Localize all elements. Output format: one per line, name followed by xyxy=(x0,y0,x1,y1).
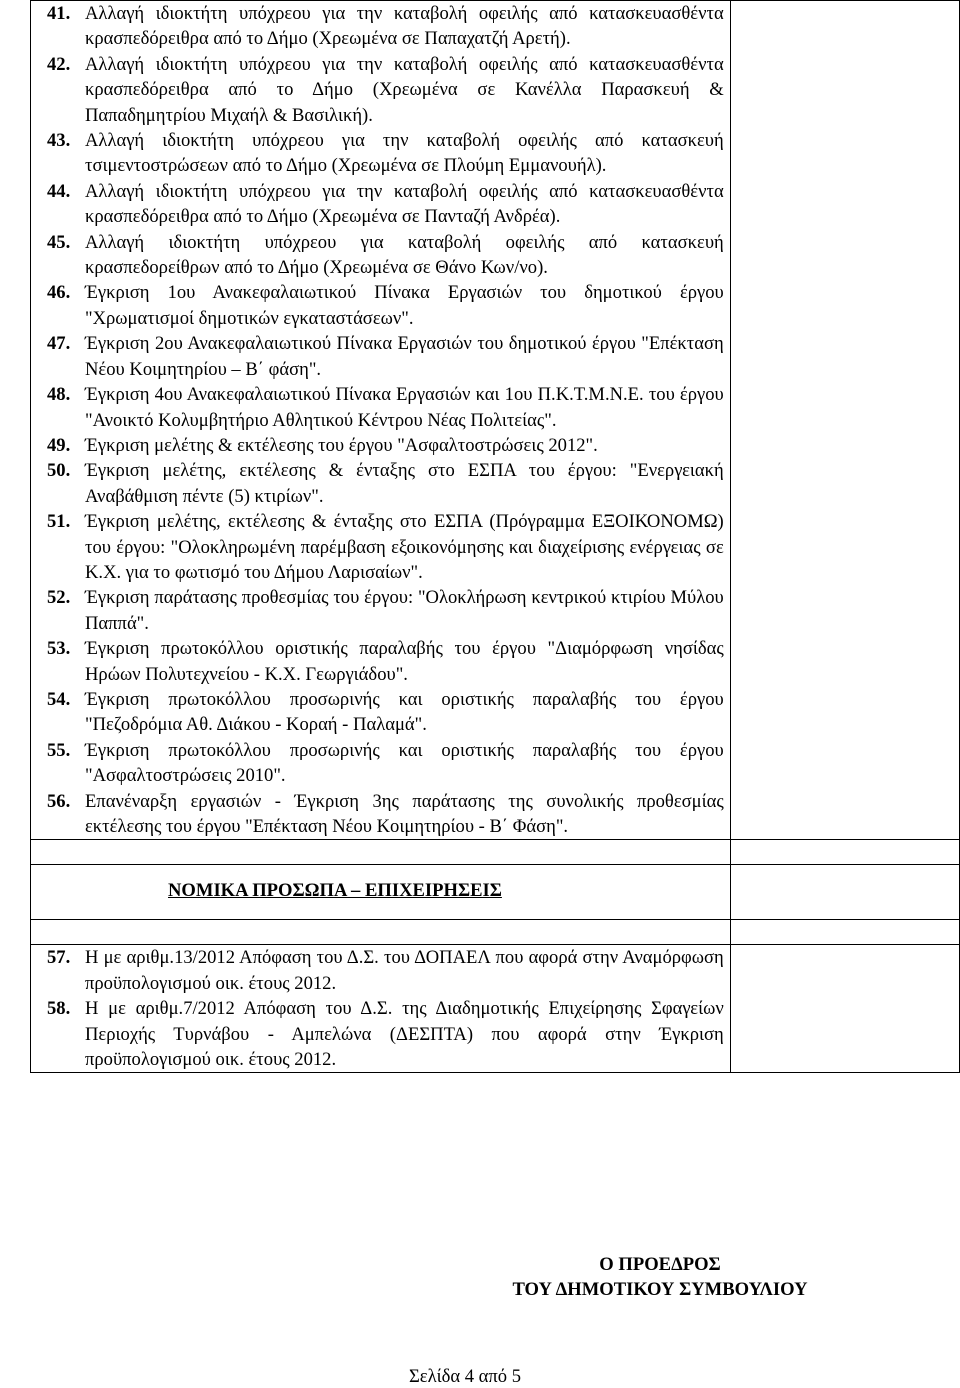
agenda-items-cell xyxy=(31,1,731,840)
agenda-item xyxy=(31,382,730,433)
agenda-item xyxy=(31,687,730,738)
side-column-cell xyxy=(730,1,959,840)
agenda-item-text: Έγκριση 1ου Ανακεφαλαιωτικού Πίνακα Εργασιών του δημοτικού έργου "Χρωματισμοί δημοτικών εγκαταστάσεων". xyxy=(85,282,724,329)
agenda-item xyxy=(31,280,730,331)
agenda-item xyxy=(31,52,730,128)
agenda-item-number: 50. xyxy=(47,460,71,482)
agenda-items-top xyxy=(31,1,730,839)
agenda-item-text: Αλλαγή ιδιοκτήτη υπόχρεου για την καταβολή οφειλής από κατασκευή τσιμεντοστρώσεων από το Δήμο (Χρεωμένα σε Πλούμη Εμμανουήλ). xyxy=(85,130,724,177)
agenda-item xyxy=(31,179,730,230)
agenda-item-text: Έγκριση μελέτης, εκτέλεσης & ένταξης στο ΕΣΠΑ (Πρόγραμμα ΕΞΟΙΚΟΝΟΜΩ) του έργου: "Ολοκληρωμένη παρέμβαση εξοικονόμησης και διαχείρισης ενέργειας σε Κ.Χ. για το φωτισμό του Δήμου Λαρισαίων". xyxy=(85,511,724,583)
agenda-table xyxy=(30,0,960,1073)
agenda-item-text: Έγκριση πρωτοκόλλου προσωρινής και οριστικής παραλαβής του έργου "Πεζοδρόμια Αθ. Διάκου - Κοραή - Παλαμά". xyxy=(85,688,724,736)
agenda-item-number: 52. xyxy=(47,587,71,609)
agenda-item-number: 58. xyxy=(47,998,71,1020)
agenda-item-number: 42. xyxy=(47,53,71,75)
agenda-item xyxy=(31,996,730,1072)
agenda-item-number: 51. xyxy=(47,511,71,533)
agenda-item xyxy=(31,128,730,179)
agenda-item-text: Αλλαγή ιδιοκτήτη υπόχρεου για την καταβολή οφειλής από κατασκευασθέντα κρασπεδόρειθρα από το Δήμο (Χρεωμένα σε Πανταζή Ανδρέα). xyxy=(85,180,724,228)
agenda-items-bottom xyxy=(31,945,730,1072)
agenda-item-number: 48. xyxy=(47,384,71,406)
agenda-item-text: Έγκριση πρωτοκόλλου προσωρινής και οριστικής παραλαβής του έργου "Ασφαλτοστρώσεις 2010". xyxy=(85,739,724,787)
agenda-item-number: 55. xyxy=(47,739,71,761)
agenda-item-number: 46. xyxy=(47,282,71,304)
agenda-items-row xyxy=(31,1,960,840)
signature-block xyxy=(482,1252,838,1302)
agenda-item-text: Επανέναρξη εργασιών - Έγκριση 3ης παράτασης της συνολικής προθεσμίας εκτέλεσης του έργου "Επέκταση Νέου Κοιμητηρίου - Β΄ Φάση". xyxy=(85,790,724,837)
agenda-item xyxy=(31,509,730,585)
agenda-item-text: Αλλαγή ιδιοκτήτη υπόχρεου για την καταβολή οφειλής από κατασκευασθέντα κρασπεδόρειθρα από το Δήμο (Χρεωμένα σε Κανέλλα Παρασκευή & Παπαδημητρίου Μιχαήλ & Βασιλική). xyxy=(85,53,724,126)
agenda-item xyxy=(31,230,730,281)
agenda-item-number: 41. xyxy=(47,3,71,24)
agenda-item-text: Αλλαγή ιδιοκτήτη υπόχρεου για καταβολή οφειλής από κατασκευή κρασπεδορείθρων από το Δήμο (Χρεωμένα σε Θάνο Κων/νο). xyxy=(85,231,724,279)
agenda-item xyxy=(31,636,730,687)
signature-council: ΤΟΥ ΔΗΜΟΤΙΚΟΥ ΣΥΜΒΟΥΛΙΟΥ xyxy=(512,1279,808,1300)
signature-title: Ο ΠΡΟΕΔΡΟΣ xyxy=(599,1254,721,1275)
agenda-item-text: Η με αριθμ.7/2012 Απόφαση του Δ.Σ. της Διαδημοτικής Επιχείρησης Σφαγείων Περιοχής Τυρνάβου - Αμπελώνα (ΔΕΣΠΤΑ) που αφορά στην Έγκριση προϋπολογισμού οικ. έτους 2012. xyxy=(85,998,724,1071)
agenda-item-text: Έγκριση παράτασης προθεσμίας του έργου: "Ολοκλήρωση κεντρικού κτιρίου Μύλου Παππά". xyxy=(85,587,724,634)
section-heading: ΝΟΜΙΚΑ ΠΡΟΣΩΠΑ – ΕΠΙΧΕΙΡΗΣΕΙΣ xyxy=(168,880,502,902)
agenda-item-text: Η με αριθμ.13/2012 Απόφαση του Δ.Σ. του ΔΟΠΑΕΛ που αφορά στην Αναμόρφωση προϋπολογισμού οικ. έτους 2012. xyxy=(85,947,724,994)
agenda-item-number: 47. xyxy=(47,333,71,355)
agenda-item-text: Έγκριση 4ου Ανακεφαλαιωτικού Πίνακα Εργασιών και 1ου Π.Κ.Τ.Μ.Ν.Ε. του έργου "Ανοικτό Κολυμβητήριο Αθλητικού Κέντρου Νέας Πολιτείας". xyxy=(85,384,724,431)
agenda-item-number: 44. xyxy=(47,180,71,202)
agenda-item xyxy=(31,433,730,458)
agenda-item-text: Έγκριση μελέτης & εκτέλεσης του έργου "Ασφαλτοστρώσεις 2012". xyxy=(85,434,598,456)
agenda-item xyxy=(31,1,730,52)
agenda-item-number: 54. xyxy=(47,688,71,710)
agenda-item xyxy=(31,738,730,789)
agenda-item xyxy=(31,331,730,382)
agenda-item xyxy=(31,585,730,636)
legal-entities-row xyxy=(31,945,960,1073)
agenda-item-number: 43. xyxy=(47,130,71,152)
agenda-item-text: Έγκριση μελέτης, εκτέλεσης & ένταξης στο ΕΣΠΑ του έργου: "Ενεργειακή Αναβάθμιση πέντε (5) κτιρίων". xyxy=(85,460,724,507)
spacer-row xyxy=(31,840,960,865)
section-heading-cell xyxy=(31,865,731,920)
agenda-item-number: 53. xyxy=(47,638,71,660)
agenda-item-number: 57. xyxy=(47,947,71,969)
agenda-item xyxy=(31,789,730,840)
legal-entities-cell xyxy=(31,945,731,1073)
agenda-item-text: Έγκριση πρωτοκόλλου οριστικής παραλαβής του έργου "Διαμόρφωση νησίδας Ηρώων Πολυτεχνείου - Κ.Χ. Γεωργιάδου". xyxy=(85,638,724,685)
agenda-item-number: 56. xyxy=(47,790,71,812)
agenda-item xyxy=(31,945,730,996)
agenda-item-number: 49. xyxy=(47,434,71,456)
agenda-item xyxy=(31,458,730,509)
agenda-item-text: Αλλαγή ιδιοκτήτη υπόχρεου για την καταβολή οφειλής από κατασκευασθέντα κρασπεδόρειθρα από το Δήμο (Χρεωμένα σε Παπαχατζή Αρετή). xyxy=(85,3,724,50)
agenda-item-text: Έγκριση 2ου Ανακεφαλαιωτικού Πίνακα Εργασιών του δημοτικού έργου "Επέκταση Νέου Κοιμητηρίου – Β΄ φάση". xyxy=(85,333,724,380)
agenda-item-number: 45. xyxy=(47,231,71,253)
section-heading-row xyxy=(31,865,960,920)
page-footer: Σελίδα 4 από 5 xyxy=(408,1366,522,1387)
gap-row xyxy=(31,920,960,945)
